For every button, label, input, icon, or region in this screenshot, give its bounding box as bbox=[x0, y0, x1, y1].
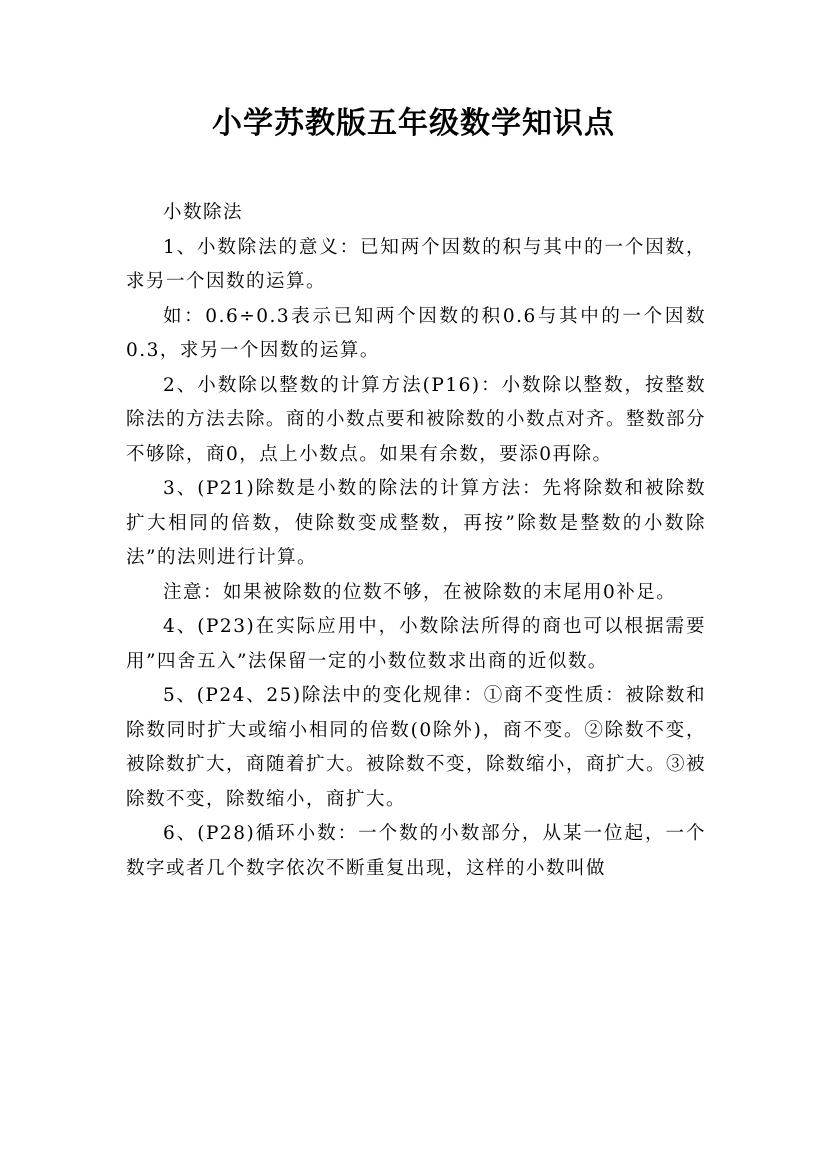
paragraph: 4、(P23)在实际应用中，小数除法所得的商也可以根据需要用”四舍五入”法保留一定的小数位数求出商的近似数。 bbox=[126, 616, 706, 672]
paragraph: 注意：如果被除数的位数不够，在被除数的末尾用0补足。 bbox=[163, 581, 677, 603]
paragraph: 3、(P21)除数是小数的除法的计算方法：先将除数和被除数扩大相同的倍数，使除数变成整数，再按”除数是整数的小数除法”的法则进行计算。 bbox=[126, 478, 706, 568]
paragraph: 6、(P28)循环小数：一个数的小数部分，从某一位起，一个数字或者几个数字依次不断重复出现，这样的小数叫做 bbox=[126, 823, 706, 879]
paragraph: 2、小数除以整数的计算方法(P16)：小数除以整数，按整数除法的方法去除。商的小数点要和被除数的小数点对齐。整数部分不够除，商0，点上小数点。如果有余数，要添0再除。 bbox=[126, 374, 707, 465]
document-body bbox=[126, 196, 706, 886]
paragraph: 1、小数除法的意义：已知两个因数的积与其中的一个因数，求另一个因数的运算。 bbox=[126, 236, 706, 292]
paragraph: 5、(P24、25)除法中的变化规律：①商不变性质：被除数和除数同时扩大或缩小相同的倍数(0除外)，商不变。②除数不变，被除数扩大，商随着扩大。被除数不变，除数缩小，商扩大。③被除数不变，除数缩小，商扩大。 bbox=[126, 685, 707, 810]
document-title: 小学苏教版五年级数学知识点 bbox=[212, 106, 615, 141]
paragraph: 如：0.6÷0.3表示已知两个因数的积0.6与其中的一个因数0.3，求另一个因数的运算。 bbox=[126, 305, 706, 361]
section-heading: 小数除法 bbox=[163, 202, 244, 223]
